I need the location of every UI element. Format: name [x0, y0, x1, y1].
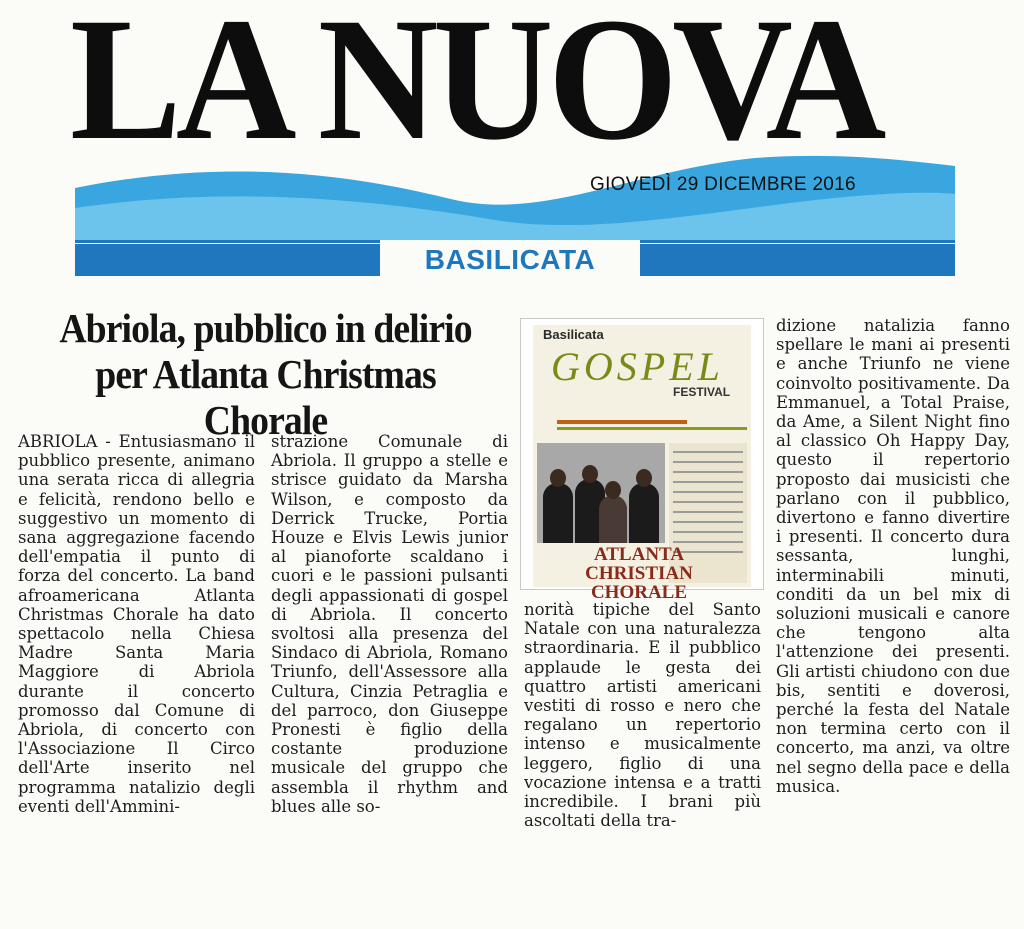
poster-band-line-3: CHORALE [590, 582, 688, 603]
section-label: BASILICATA [380, 240, 640, 280]
poster-band-line-1: ATLANTA [593, 544, 685, 565]
masthead-wave [75, 150, 955, 245]
article-column-4: dizione natalizia fanno spellare le mani ai presenti e anche Triunfo ne viene coinvolto positivamente. Da Emmanuel, a Total Praise, da Ame, a Silent Night fino al classico Oh Happy Day, questo il repertorio proposto dai musicisti che parlano con il pubblico, divertono e fanno divertire i presenti. Il concerto dura sessanta, lunghi, interminabili minuti, conditi da un bel mix di soluzioni musicali e canore che tengono alta l'attenzione dei presenti. Gli artisti chiudono con due bis, sentiti e doverosi, perché la festa del Natale non termina certo con il concerto, ma anzi, va oltre nel segno della pace e della musica. [776, 316, 1010, 796]
issue-date: GIOVEDÌ 29 DICEMBRE 2016 [590, 174, 856, 195]
singer-head [582, 465, 598, 483]
poster-title: GOSPEL [551, 344, 724, 389]
poster-stripe [557, 420, 687, 424]
festival-poster [533, 325, 751, 603]
singer-figure [599, 495, 627, 543]
singer-head [636, 469, 652, 487]
article-column-2: strazione Comunale di Abriola. Il gruppo a stelle e strisce guidato da Marsha Wilson, e composto da Derrick Trucke, Portia Houze e Elvis Lewis junior al pianoforte scaldano i cuori e le passioni pulsanti degli appassionati di gospel di Abriola. Il concerto svoltosi alla presenza del Sindaco di Abriola, Romano Triunfo, dell'Assessore alla Cultura, Cinzia Petraglia e del parroco, don Giuseppe Pronesti è figlio della costante produzione musicale del gruppo che assembla il rhythm and blues alle so- [271, 432, 508, 816]
singer-head [550, 469, 566, 487]
article-photo [520, 318, 764, 603]
article-column-1: ABRIOLA - Entusiasmano il pubblico presente, animano una serata ricca di allegria e felicità, rendono bello e suggestivo un momento di sana aggregazione facendo dell'empatia il punto di forza del concerto. La band afroamericana Atlanta Christmas Chorale ha dato spettacolo nella Chiesa Madre Santa Maria Maggiore di Abriola durante il concerto promosso dal Comune di Abriola, di concerto con l'Associazione Il Circo dell'Arte inserito nel programma natalizio degli eventi dell'Ammini- [18, 432, 255, 816]
singer-head [605, 481, 621, 499]
singer-figure [543, 483, 573, 543]
singer-figure [629, 483, 659, 543]
article-headline [38, 305, 493, 443]
poster-subtitle: FESTIVAL [673, 385, 731, 399]
poster-band-line-2: CHRISTIAN [585, 563, 693, 584]
headline-line-1: Abriola, pubblico in delirio [59, 305, 472, 351]
poster-stripe [557, 427, 747, 430]
poster-band-name [539, 545, 739, 602]
choir-photo [537, 443, 665, 543]
article-column-3: norità tipiche del Santo Natale con una naturalezza straordinaria. E il pubblico applaude le gesta dei quattro artisti americani vestiti di rosso e nero che regalano un repertorio intenso e musicalmente leggero, figlio di una vocazione intensa e a tratti incredibile. I brani più ascoltati della tra- [524, 600, 761, 831]
headline-line-2: per Atlanta Christmas Chorale [95, 351, 436, 443]
newspaper-logo: LA NUOVA [70, 0, 881, 177]
poster-region: Basilicata [543, 327, 604, 342]
masthead [0, 0, 1024, 285]
